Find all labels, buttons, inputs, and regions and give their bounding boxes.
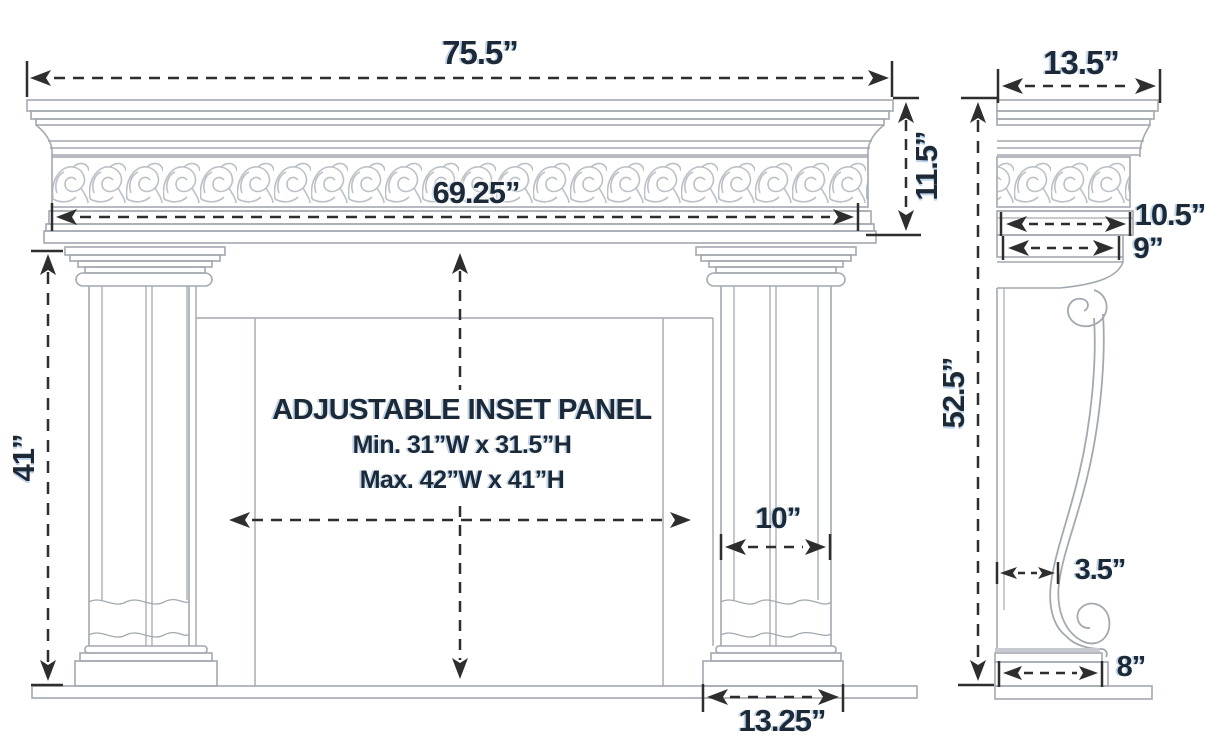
shelf-height-label: 11.5” xyxy=(908,131,944,201)
side-profile xyxy=(995,100,1158,699)
leg-height-label: 41” xyxy=(5,434,41,482)
column-shaft-width-label: 10” xyxy=(755,502,801,535)
shelf-inner-width-label: 69.25” xyxy=(432,175,520,210)
panel-note-min: Min. 31”W x 31.5”H xyxy=(352,431,572,459)
side-overall-height-label: 52.5” xyxy=(935,357,971,429)
side-floor xyxy=(995,686,1152,699)
side-frieze-depth-label: 9” xyxy=(1133,232,1163,265)
panel-note-title: ADJUSTABLE INSET PANEL xyxy=(272,394,652,426)
side-plinth xyxy=(995,653,1108,686)
side-shelf-depth-label: 10.5” xyxy=(1134,197,1206,232)
side-frieze-scroll-band xyxy=(997,157,1130,207)
dim-side-leg-depth xyxy=(997,562,1058,584)
side-base-depth-label: 8” xyxy=(1116,651,1146,683)
panel-note-max: Max. 42”W x 41”H xyxy=(359,466,565,494)
side-leg-depth-label: 3.5” xyxy=(1074,554,1126,586)
side-top-depth-label: 13.5” xyxy=(1043,44,1119,81)
left-column xyxy=(65,247,225,686)
side-leg xyxy=(997,288,1004,649)
mantel-shelf xyxy=(27,100,893,243)
dim-side-base-depth xyxy=(999,661,1102,687)
scroll-corbel xyxy=(1050,290,1109,657)
dim-side-shelf-depth xyxy=(1001,212,1130,236)
column-base-width-label: 13.25” xyxy=(738,703,826,738)
adjustable-panel-note xyxy=(262,392,662,498)
overall-width-label: 75.5” xyxy=(442,34,518,71)
right-column xyxy=(696,247,856,686)
